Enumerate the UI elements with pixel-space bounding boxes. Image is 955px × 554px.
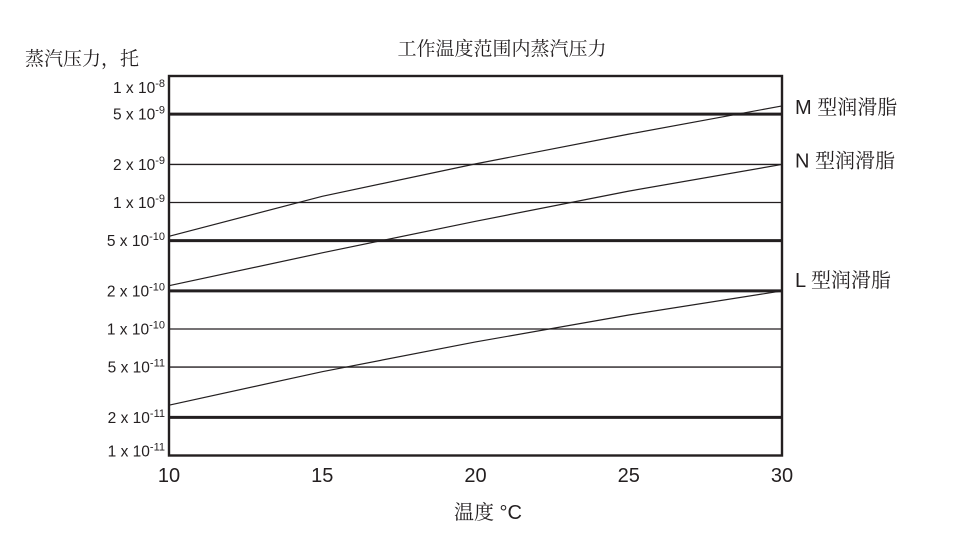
y-tick-exponent: -11 [149, 357, 165, 370]
y-tick-label [107, 320, 165, 339]
y-tick-label [113, 78, 165, 97]
x-tick-label: 25 [617, 465, 640, 487]
y-tick-label [108, 442, 165, 461]
y-tick-mantissa: 5 x 10 [106, 233, 150, 251]
chart-title: 工作温度范围内蒸汽压力 [397, 39, 607, 60]
y-tick-exponent: -9 [155, 193, 165, 205]
y-tick-label [113, 105, 165, 124]
y-tick-exponent: -10 [149, 281, 165, 294]
y-tick-exponent: -8 [155, 78, 165, 90]
series-label-1: N 型润滑脂 [795, 150, 895, 173]
y-tick-label [107, 231, 165, 250]
y-tick-mantissa: 2 x 10 [107, 409, 150, 427]
y-tick-mantissa: 5 x 10 [107, 359, 150, 377]
x-tick-label: 10 [157, 465, 181, 487]
series-line-0 [169, 106, 782, 236]
series-label-0: M 型润滑脂 [795, 96, 898, 119]
y-tick-mantissa: 1 x 10 [106, 321, 150, 339]
y-tick-exponent: -9 [155, 104, 165, 117]
y-tick-mantissa: 2 x 10 [112, 156, 156, 174]
y-tick-exponent: -11 [149, 441, 165, 454]
y-tick-mantissa: 1 x 10 [107, 443, 150, 461]
y-tick-label [108, 408, 165, 427]
y-tick-label [108, 358, 165, 377]
y-tick-exponent: -10 [149, 319, 165, 332]
y-axis-title: 蒸汽压力，托 [25, 49, 140, 70]
y-tick-mantissa: 1 x 10 [112, 195, 156, 212]
y-tick-mantissa: 1 x 10 [112, 80, 156, 97]
x-axis-title: 温度 °C [454, 502, 522, 524]
x-tick-label: 20 [464, 465, 487, 487]
series-line-1 [169, 164, 782, 285]
y-tick-label [113, 155, 165, 174]
y-tick-mantissa: 2 x 10 [106, 283, 150, 301]
y-tick-exponent: -11 [149, 407, 165, 420]
y-tick-exponent: -9 [155, 154, 165, 167]
y-tick-label [107, 281, 165, 300]
series-line-2 [169, 291, 782, 405]
series-label-2: L 型润滑脂 [795, 269, 891, 292]
y-tick-label [113, 193, 165, 212]
x-tick-label: 15 [311, 465, 334, 487]
y-tick-mantissa: 5 x 10 [112, 106, 156, 124]
y-tick-exponent: -10 [149, 231, 165, 244]
x-tick-label: 30 [770, 465, 794, 487]
